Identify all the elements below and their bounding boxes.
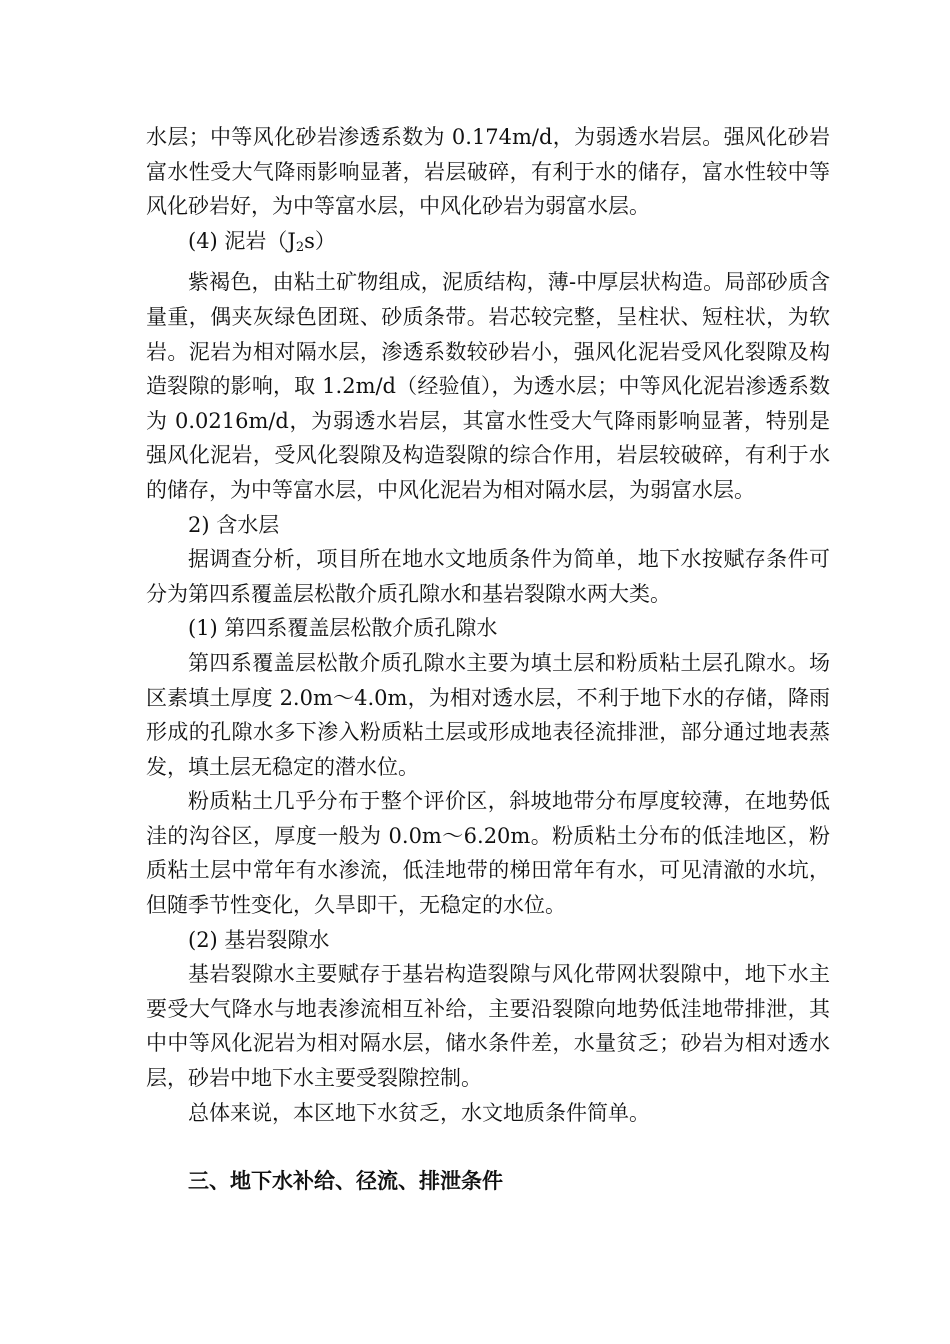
- heading-mudstone: [146, 224, 830, 266]
- heading-quaternary: (1) 第四系覆盖层松散介质孔隙水: [188, 616, 498, 641]
- paragraph-summary: 总体来说，本区地下水贫乏，水文地质条件简单。: [188, 1100, 650, 1125]
- document-page: [146, 120, 830, 1199]
- heading-mudstone-prefix: (4) 泥岩（J: [188, 228, 296, 253]
- paragraph-fill-soil: 第四系覆盖层松散介质孔隙水主要为填土层和粉质粘土层孔隙水。场区素填土厚度 2.0m～4.0m，为相对透水层，不利于地下水的存储，降雨形成的孔隙水多下渗入粉质粘土层或形成地表径流排泄，部分通过地表蒸发，填土层无稳定的潜水位。: [146, 650, 830, 779]
- heading-bedrock: (2) 基岩裂隙水: [188, 927, 330, 952]
- paragraph-sandstone-end: 水层；中等风化砂岩渗透系数为 0.174m/d，为弱透水岩层。强风化砂岩富水性受大气降雨影响显著，岩层破碎，有利于水的储存，富水性较中等风化砂岩好，为中等富水层，中风化砂岩为弱富水层。: [146, 125, 830, 219]
- section-title: 三、地下水补给、径流、排泄条件: [188, 1169, 503, 1194]
- heading-aquifer: 2) 含水层: [188, 512, 280, 537]
- paragraph-silty-clay: 粉质粘土几乎分布于整个评价区，斜坡地带分布厚度较薄，在地势低洼的沟谷区，厚度一般为 0.0m～6.20m。粉质粘土分布的低洼地区，粉质粘土层中常年有水渗流，低洼地带的梯田常年有水，可见清澈的水坑，但随季节性变化，久旱即干，无稳定的水位。: [146, 789, 830, 918]
- paragraph-bedrock: 基岩裂隙水主要赋存于基岩构造裂隙与风化带网状裂隙中，地下水主要受大气降水与地表渗流相互补给，主要沿裂隙向地势低洼地带排泄，其中中等风化泥岩为相对隔水层，储水条件差，水量贫乏；砂岩为相对透水层，砂岩中地下水主要受裂隙控制。: [146, 962, 830, 1091]
- paragraph-aquifer-intro: 据调查分析，项目所在地水文地质条件为简单，地下水按赋存条件可分为第四系覆盖层松散介质孔隙水和基岩裂隙水两大类。: [146, 547, 830, 606]
- heading-mudstone-subscript: 2: [295, 239, 305, 255]
- heading-mudstone-suffix: s）: [304, 228, 336, 253]
- paragraph-mudstone: 紫褐色，由粘土矿物组成，泥质结构，薄-中厚层状构造。局部砂质含量重，偶夹灰绿色团斑、砂质条带。岩芯较完整，呈柱状、短柱状，为软岩。泥岩为相对隔水层，渗透系数较砂岩小，强风化泥岩受风化裂隙及构造裂隙的影响，取 1.2m/d（经验值），为透水层；中等风化泥岩渗透系数为 0.0216m/d，为弱透水岩层，其富水性受大气降雨影响显著，特别是强风化泥岩，受风化裂隙及构造裂隙的综合作用，岩层较破碎，有利于水的储存，为中等富水层，中风化泥岩为相对隔水层，为弱富水层。: [146, 270, 830, 502]
